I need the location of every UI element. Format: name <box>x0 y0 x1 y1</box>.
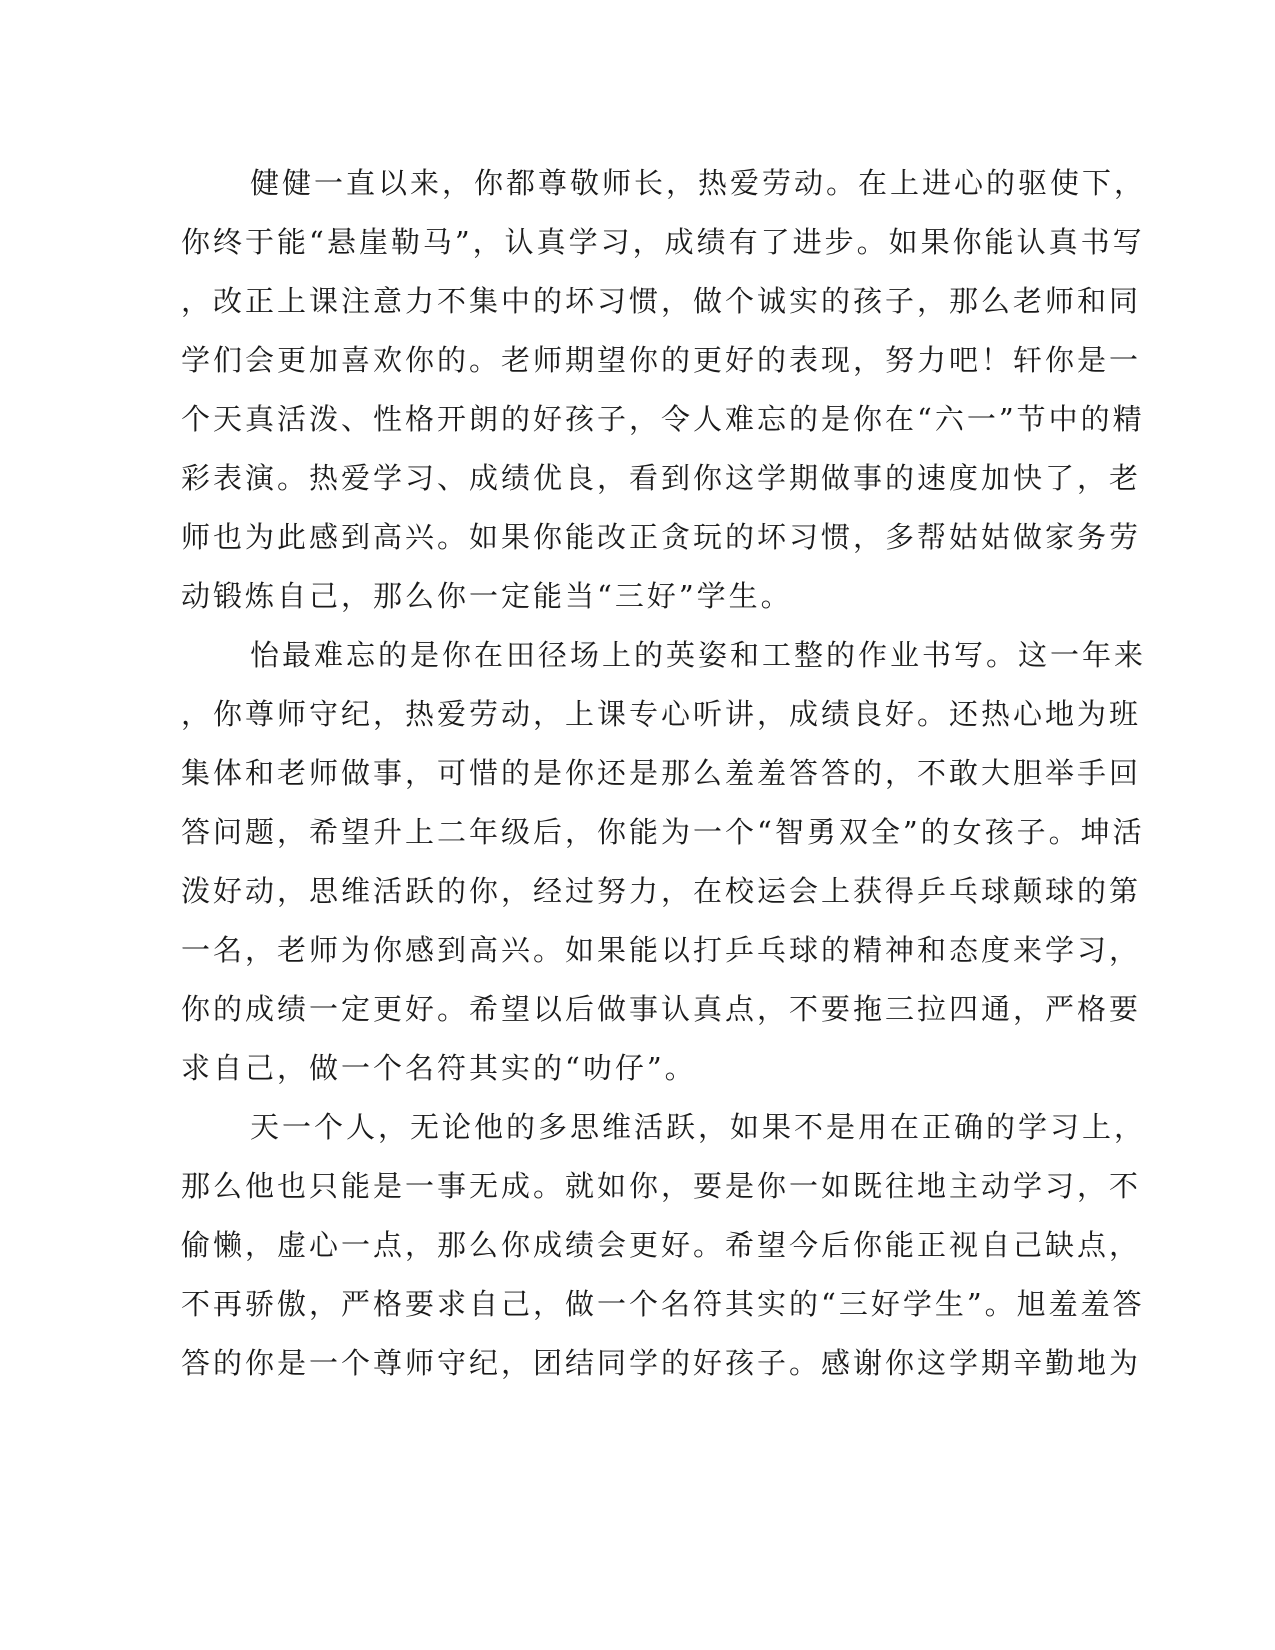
paragraph-2-line-7: 你的成绩一定更好。希望以后做事认真点，不要拖三拉四通，严格要 <box>181 992 1142 1026</box>
paragraph-2-line-8: 求自己，做一个名符其实的“叻仔”。 <box>181 1051 697 1085</box>
paragraph-1-line-7: 师也为此感到高兴。如果你能改正贪玩的坏习惯，多帮姑姑做家务劳 <box>181 520 1142 554</box>
paragraph-1-line-3: ，改正上课注意力不集中的坏习惯，做个诚实的孩子，那么老师和同 <box>181 284 1142 318</box>
paragraph-2-line-1: 怡最难忘的是你在田径场上的英姿和工整的作业书写。这一年来 <box>250 638 1147 672</box>
paragraph-2-line-6: 一名，老师为你感到高兴。如果能以打乒乓球的精神和态度来学习， <box>181 933 1142 967</box>
paragraph-2-line-3: 集体和老师做事，可惜的是你还是那么羞羞答答的，不敢大胆举手回 <box>181 756 1142 790</box>
paragraph-2-line-4: 答问题，希望升上二年级后，你能为一个“智勇双全”的女孩子。坤活 <box>181 815 1145 849</box>
paragraph-1-line-2: 你终于能“悬崖勒马”，认真学习，成绩有了进步。如果你能认真书写 <box>181 225 1145 259</box>
paragraph-3-line-2: 那么他也只能是一事无成。就如你，要是你一如既往地主动学习，不 <box>181 1169 1142 1203</box>
paragraph-3-line-3: 偷懒，虚心一点，那么你成绩会更好。希望今后你能正视自己缺点， <box>181 1228 1142 1262</box>
paragraph-1-line-1: 健健一直以来，你都尊敬师长，热爱劳动。在上进心的驱使下， <box>250 166 1147 200</box>
paragraph-1-line-5: 个天真活泼、性格开朗的好孩子，令人难忘的是你在“六一”节中的精 <box>181 402 1145 436</box>
paragraph-3-line-4: 不再骄傲，严格要求自己，做一个名符其实的“三好学生”。旭羞羞答 <box>181 1287 1145 1321</box>
paragraph-2-line-5: 泼好动，思维活跃的你，经过努力，在校运会上获得乒乓球颠球的第 <box>181 874 1142 908</box>
paragraph-1-line-4: 学们会更加喜欢你的。老师期望你的更好的表现，努力吧！轩你是一 <box>181 343 1142 377</box>
paragraph-1-line-8: 动锻炼自己，那么你一定能当“三好”学生。 <box>181 579 793 613</box>
paragraph-1-line-6: 彩表演。热爱学习、成绩优良，看到你这学期做事的速度加快了，老 <box>181 461 1142 495</box>
paragraph-2-line-2: ，你尊师守纪，热爱劳动，上课专心听讲，成绩良好。还热心地为班 <box>181 697 1142 731</box>
paragraph-3-line-1: 天一个人，无论他的多思维活跃，如果不是用在正确的学习上， <box>250 1110 1147 1144</box>
paragraph-3-line-5: 答的你是一个尊师守纪，团结同学的好孩子。感谢你这学期辛勤地为 <box>181 1346 1142 1380</box>
